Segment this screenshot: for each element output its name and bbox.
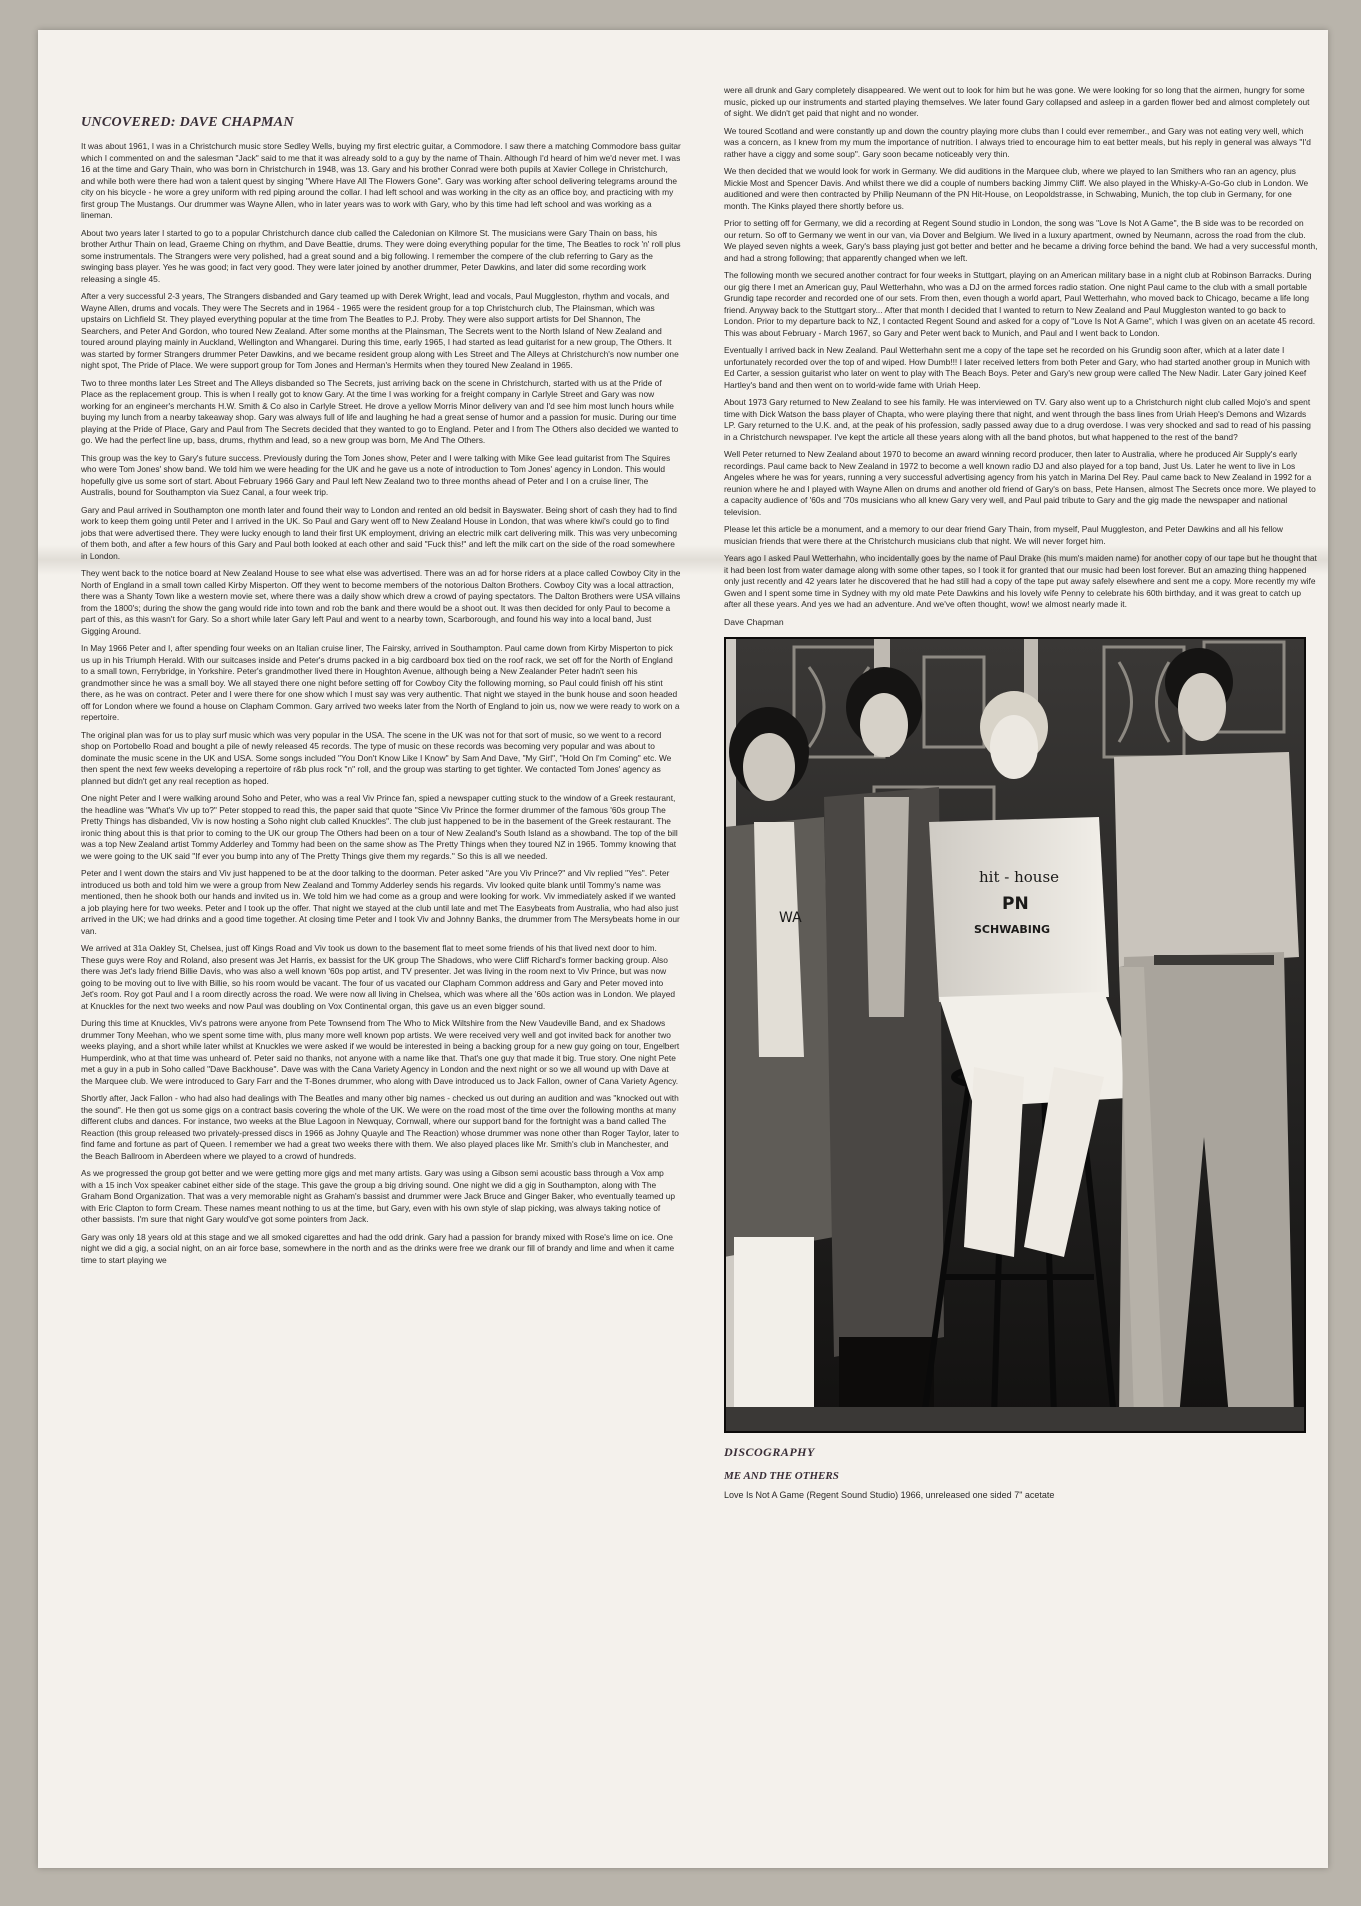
article-paragraph: One night Peter and I were walking around Soho and Peter, who was a real Viv Prince fan, spied a newspaper cutting stuck to the window of a Greek restaurant, the headline was "What's Viv up to?" Peter stopped to read this, the paper said that quote "Since Viv Prince the former drummer of the famous '60s group The Pretty Things has disbanded, Viv is now hosting a Soho night club called Knuckles". The club just happened to be in the basement of the Greek restaurant. The ironic thing about this is that prior to coming to the UK our group The Others had been on a tour of New Zealand's South Island as a showband. The top of the bill was a top New Zealand artist Tommy Adderley and Tommy had been on the same show as The Pretty Things when they toured NZ in 1965. Tommy knowing that we were going to the UK said "If ever you bump into any of The Pretty Things give them my regards." So this is all we needed.	[81, 793, 678, 861]
shirt-lettering-3: SCHWABING	[974, 922, 1051, 936]
article-paragraph: After a very successful 2-3 years, The Strangers disbanded and Gary teamed up with Derek Wright, lead and vocals, Paul Muggleston, rhythm and vocals, and Wayne Allen, drums and vocals. They were The Secrets and in 1964 - 1965 were the resident group for a top Christchurch club, The Plainsman, which was upstairs on Lichfield St. They played everything popular at the time from The Beatles to P.J. Proby. They were also support artists for Del Shannon, The Searchers, and Peter And Gordon, who toured New Zealand. After some months at the Plainsman, The Secrets went to the North Island of New Zealand and toured around playing mainly in Auckland, Wellington and Whangarei. During this time, early 1965, I had started as lead guitarist for a new group, The Others. It was started by former Strangers drummer Peter Dawkins, and we became resident group along with Les Street and The Alleys at Christchurch's now number one night spot, The Pride of Place. We were support group for Tom Jones and Herman's Hermits when they toured New Zealand in 1965.	[81, 291, 679, 370]
article-paragraph: Gary was only 18 years old at this stage and we all smoked cigarettes and had the odd drink. Gary had a passion for brandy mixed with Rose's lime on ice. One night we did a gig, a social night, on an air force base, somewhere in the north and as the drinks were free we drank our fill of brandy and lime and when it came time to start playing we	[81, 1231, 675, 1265]
article-paragraph: The following month we secured another contract for four weeks in Stuttgart, playing on an American military base in a night club at Robinson Barracks. During our gig there I met an American guy, Paul Wetterhahn, who was a DJ on the armed forces radio station. One night Paul came to the club with a small portable Grundig tape recorder and recorded one of our sets. From then, even though a world apart, Paul Wetterhahn, who moved back to Chicago, became a life long friend. Anyway back to the Stuttgart story... After that month I decided that I wanted to return to New Zealand and Paul Muggleston wanted to go back to London. Prior to my departure back to NZ, I contacted Regent Sound and asked for a copy of "Love Is Not A Game", which I was given on an acetate 45 record. This was about February - March 1967, so Gary and Peter went back to Munich, and Paul and I went back to London.	[724, 270, 1316, 338]
article-paragraph: We then decided that we would look for work in Germany. We did auditions in the Marquee club, where we played to Ian Smithers who ran an agency, plus Mickie Most and Spencer Davis. And whilst there we did a couple of numbers backing Jimmy Cliff. We also played in the Whisky-A-Go-Go club in London. We auditioned and were then contracted by Philip Neumann of the PN Hit-House, on Leopoldstrasse, in Schwabing, Munich, the top club in Germany, for one month. The Kinks played there shortly before us.	[724, 166, 1309, 211]
article-paragraph: This group was the key to Gary's future success. Previously during the Tom Jones show, Peter and I were talking with Mike Gee lead guitarist from The Squires who were Tom Jones' show band. We told him we were heading for the UK and he gave us a note of introduction to Tom Jones' agency in London. This would hopefully give us some sort of start. About February 1966 Gary and Paul left New Zealand two to three months ahead of Peter and I on a cruise liner, The Australis, bound for Southampton via Suez Canal, a four week trip.	[81, 452, 671, 497]
article-paragraph: Gary and Paul arrived in Southampton one month later and found their way to London and rented an old bedsit in Bayswater. Being short of cash they had to find work to keep them going until Peter and I arrived in the UK. So Paul and Gary went off to New Zealand House in London, that was where kiwi's could go to find jobs that were advertised there. They were lucky enough to land their first UK employment, driving an electric milk cart delivering milk. This was very unbecoming of them both, and after a few hours of this Gary and Paul both looked at each other and said "Fuck this!" and left the milk cart on the side of the road somewhere in London.	[81, 504, 677, 561]
article-paragraph: Peter and I went down the stairs and Viv just happened to be at the door talking to the doorman. Peter asked "Are you Viv Prince?" and Viv replied "Yes". Peter introduced us both and told him we were a group from New Zealand and Tommy Adderley sends his regards. Viv looked quite blank until Tommy's name was mentioned, then he shook both our hands and invited us in. We told him we had come as a group and were looking for work. Viv immediately asked if we wanted a job playing here for two weeks. Peter and I took up the offer. That night we stayed at the club until late and met The Easybeats from Australia, who had also just arrived in the UK; we had drinks and a good time together. At closing time Peter and I took Viv and Johnny Banks, the drummer from The Mersybeats home in our van.	[81, 868, 680, 936]
discography-entry: Love Is Not A Game (Regent Sound Studio) 1966, unreleased one sided 7" acetate	[724, 1489, 1055, 1500]
article-title: UNCOVERED: DAVE CHAPMAN	[81, 115, 294, 130]
article-paragraph: About two years later I started to go to a popular Christchurch dance club called the Caledonian on Kilmore St. The musicians were Gary Thain on bass, his brother Arthur Thain on lead, Graeme Ching on rhythm, and Dave Beattie, drums. They were doing everything popular for the time, The Beatles to rock 'n' roll plus some instrumentals. The Strangers were very polished, had a great sound and a big following. I remember the compere of the club referring to Gary as the swinging bass player. Yes he was good; in fact very good. They were later joined by another drummer, Peter Dawkins, and later did some recording work releasing a single 45.	[81, 227, 681, 284]
article-paragraph: were all drunk and Gary completely disappeared. We went out to look for him but he was gone. We were looking for so long that the airmen, hungry for some music, picked up our instruments and started playing themselves. We later found Gary collapsed and asleep in a garden flower bed and almost completely out of sight. We didn't get paid that night and no wonder.	[724, 85, 1310, 118]
jacket-lettering: WA	[779, 909, 802, 926]
discography-band-name: ME AND THE OTHERS	[724, 1469, 839, 1482]
article-paragraph: Years ago I asked Paul Wetterhahn, who incidentally goes by the name of Paul Drake (his mum's maiden name) for another copy of our tape but he thought that it had been lost from water damage along with some other tapes, so I took it for granted that our music had been lost forever. But an amazing thing happened only just recently and 42 years later he discovered that he had still had a copy of the tape put away safely elsewhere and sent me a copy. More recently my wife Gwen and I spent some time in Sydney with my old mate Pete Dawkins and his lovely wife Penny to celebrate his 60th birthday, and it was great to catch up after all these years. And yes we had an adventure. And we've often thought, wow! we almost nearly made it.	[724, 553, 1317, 609]
document-sheet	[38, 30, 1328, 1868]
article-paragraph: We toured Scotland and were constantly up and down the country playing more clubs than I could ever remember., and Gary was not eating very well, which was a concern, as I knew from my mum the importance of nutrition. I always tried to encourage him to eat better meals, but his reply in general was always "I'd rather have a ciggy and some soup". Gary soon became noticeably very thin.	[724, 125, 1311, 159]
article-paragraph: As we progressed the group got better and we were getting more gigs and met many artists. Gary was using a Gibson semi acoustic bass through a Vox amp with a 15 inch Vox speaker cabinet either side of the stage. This gave the group a big driving sound. One night we did a gig in Southampton, along with The Graham Bond Organization. That was a very memorable night as Graham's bassist and drummer were Jack Bruce and Ginger Baker, who eventually teamed up with Eric Clapton to form Cream. These names meant nothing to us at the time, but Gary, even with his own style of slap picking, was always taking notice of other bassists. I'm sure that night Gary would've got some pointers from Jack.	[81, 1168, 676, 1224]
band-photo	[724, 637, 1306, 1433]
article-paragraph: About 1973 Gary returned to New Zealand to see his family. He was interviewed on TV. Gary also went up to a Christchurch night club called Mojo's and spent time with Dick Watson the bass player of Chapta, who were playing there that night, and went through the bass lines from Uriah Heep's Demons and Wizards LP. Gary returned to the U.K. and, at the peak of his profession, sadly passed away due to a drug overdose. I was very shocked and sad to read of his passing in a Christchurch newspaper. I've kept the article all these years along with all the band photos, but what happened to the rest of the band?	[724, 397, 1311, 442]
shirt-lettering-1: hit - house	[979, 867, 1060, 886]
article-paragraph: They went back to the notice board at New Zealand House to see what else was advertised. There was an ad for horse riders at a place called Cowboy City in the North of England in a small town called Kirby Misperton. Off they went to become members of the notorious Dalton Brothers. Cowboy City was a local attraction, there was a Shanty Town like a western movie set, where there was a daily show which drew a crowd of paying spectators. The Dalton Brothers were USA villains from the 1800's; during the show the gang would ride into town and rob the bank and there would be a shoot out. It was then decided for only Paul to become a part of this, as this wasn't for Gary. So a short while later Gary left Paul and went to a nearby town, Scarborough, and found his way into a local band, Just Gigging Around.	[81, 568, 681, 636]
shirt-lettering-2: PN	[1002, 893, 1029, 914]
article-paragraph: We arrived at 31a Oakley St, Chelsea, just off Kings Road and Viv took us down to the basement flat to meet some friends of his that lived next door to him. These guys were Roy and Roland, also present was Jet Harris, ex bassist for the UK group The Shadows, who were Cliff Richard's former backing group. Also there was Jet's lady friend Billie Davis, who was also a well known '60s pop artist, and TV presenter. Jet was living in the room next to Viv Prince, but was now going to be moving out to live with Billie, so his room would be vacant. The four of us vacated our Clapham Common address and Gary and Peter moved into Jet's room. Roy got Paul and I a room directly across the road. We were now all living in Chelsea, which was where all the '60s action was in London. We played at Knuckles for the next two weeks and now Paul was doubling on Vox Continental organ, this gave us an even bigger sound.	[81, 943, 676, 1011]
right-column-body	[724, 85, 1318, 611]
article-paragraph: In May 1966 Peter and I, after spending four weeks on an Italian cruise liner, The Fairsky, arrived in Southampton. Paul came down from Kirby Misperton to pick us up in his Triumph Herald. With our suitcases inside and Peter's drums packed in a big cardboard box tied on the roof rack, we set off for the North of England to a small town, Ferrybridge, in Yorkshire. Peter's grandmother lived there in Houghton Avenue, although being a New Zealander Peter hadn't seen his grandmother since he was a small boy. We all stayed there one night before setting off for Cowboy City the following morning, so Paul could finish off his stint there, as he was on contract. Peter and I were there for one show which I must say was very authentic. That night we stayed in the bunk house and soon headed off for London where we found a house on Clapham Common. Gary arrived two weeks later from the North of England to join us, now we were ready to work on a repertoire.	[81, 643, 680, 722]
article-paragraph: The original plan was for us to play surf music which was very popular in the USA. The scene in the UK was not for that sort of music, so we went to a record shop on Portobello Road and bought a pile of newly released 45 records. The type of music on these records was becoming very popular and was about to dominate the music scene in the UK and USA. Some songs included "You Don't Know Like I Know" by Sam And Dave, "My Girl", "Hold On I'm Coming" etc. We then spent the next few weeks developing a repertoire of r&b plus rock "n" roll, and the group was starting to get tighter. We contacted Tom Jones' agency as planned but didn't get any real reception as hoped.	[81, 729, 672, 786]
article-paragraph: Shortly after, Jack Fallon - who had also had dealings with The Beatles and many other big names - checked us out during an audition and was "knocked out with the sound". He then got us some gigs on a contract basis covering the whole of the UK. We were on the road most of the time over the following months at many different clubs and dances. For instance, two weeks at the Blue Lagoon in Newquay, Cornwall, where our support band for the fortnight was a band called The Reaction (this group released two privately-pressed discs in 1966 as Johny Quayle and The Reaction) whose drummer was none other than Roger Taylor, later to find fame and fortune as part of Queen. I remember we had a great two weeks there with them. We also played places like Mr. Smith's club in Manchester, and the Beach Ballroom in Aberdeen where we played to a crowd of hundreds.	[81, 1093, 679, 1161]
article-paragraph: Please let this article be a monument, and a memory to our dear friend Gary Thain, from myself, Paul Muggleston, and Peter Dawkins and all his fellow musician friends that were there at the Christchurch musicians club that night. We will never forget him.	[724, 524, 1283, 546]
article-paragraph: It was about 1961, I was in a Christchurch music store Sedley Wells, buying my first electric guitar, a Commodore. I saw there a matching Commodore bass guitar which I commented on and the salesman "Jack" said to me that it was already sold to a guy by the name of Thain. Although I'd heard of him we'd never met. I was 16 at the time and Gary Thain, who was born in Christchurch in 1948, was 13. Gary and his brother Conrad were both pupils at Xavier College in Christchurch, and while both were there had won a talent quest by singing "Where Have All The Flowers Gone". Gary was working after school delivering telegrams around the city on his bicycle - he wore a grey uniform with red piping around the collar. I had left school and was working in the city as an office boy, and practicing with my first group The Mustangs. Our drummer was Wayne Allen, who in later years was to work with Gary, who by this time had left school and was working as a lineman.	[81, 141, 681, 220]
right-column	[724, 85, 1318, 1500]
article-paragraph: Well Peter returned to New Zealand about 1970 to become an award winning record producer, then later to Australia, where he produced Air Supply's early recordings. Paul came back to New Zealand in 1972 to become a well known radio DJ and also played for a top band, Just Us. Later he went to live in Los Angeles where he was for years, running a very successful advertising agency from his yatch in Marina Del Rey. Paul came back to New Zealand in 1992 for a reunion where he and I played with Wayne Allen on drums and another old friend of Gary's on bass, Pete Hansen, almost The Secrets once more. We played to a capacity audience of '60s and '70s musicians who all knew Gary very well, and Paul paid tribute to Gary and the gig made the newspaper and national television.	[724, 449, 1316, 517]
author-signature: Dave Chapman	[724, 616, 784, 627]
band-photo-image	[724, 637, 1306, 1433]
article-paragraph: During this time at Knuckles, Viv's patrons were anyone from Pete Townsend from The Who to Mick Wiltshire from the New Vaudeville Band, and ex Shadows drummer Tony Meehan, who we spent some time with, plus many more well known pop artists. We were received very well and got invited back for another two weeks playing, and a short while later whilst at Knuckles we were asked if we would be interested in being a backing group for a new guy going on tour, Engelbert Humperdink, who at that time was unheard of. Peter said no thanks, not anyone with a name like that. That's one guy that made it big. True story. One night Pete met a guy in a pub in Soho called "Dave Backhouse". Dave was with the Cana Variety Agency in London and the next night or so we all wound up with Dave at the Marquee club. We were introduced to Gary Farr and the T-Bones drummer, who along with Dave introduced us to Jack Fallon, owner of Cana Variety Agency.	[81, 1018, 680, 1086]
floor	[724, 1407, 1306, 1433]
discography-heading: DISCOGRAPHY	[724, 1444, 815, 1459]
left-column-body	[81, 141, 681, 1266]
article-paragraph: Two to three months later Les Street and The Alleys disbanded so The Secrets, just arriving back on the scene in Christchurch, started with us at the Pride of Place as the replacement group. This is when I really got to know Gary. At the time I was working for a freight company in Carlyle Street and Gary was now working for an engineer's merchants H.W. Smith & Co also in Carlyle Street. He drove a yellow Morris Minor delivery van and I'd see him most lunch hours while buying my lunch from a nearby takeaway shop. Gary was always full of life and laughing he had a great sense of humor and a passion for music. During our time playing at the Pride of Place, Gary and Paul from The Secrets decided that they wanted to go to England. Peter and I from The Others also decided we wanted to go. We had the perfect line up, bass, drums, rhythm and lead, so a new group was born, Me And The Others.	[81, 377, 679, 445]
left-column	[81, 85, 681, 1272]
article-paragraph: Eventually I arrived back in New Zealand. Paul Wetterhahn sent me a copy of the tape set he recorded on his Grundig soon after, which at a later date I unfortunately recorded over the top of and wiped. How Dumb!!! I later received letters from both Peter and Gary, who had started another group in Munich with Ed Carter, a session guitarist who later on went to play with The Beach Boys. Peter and Gary's new group were called The New Nadir. Later Gary joined Keef Hartley's band and then went on to world-wide fame with Uriah Heep.	[724, 345, 1310, 390]
article-paragraph: Prior to setting off for Germany, we did a recording at Regent Sound studio in London, the song was "Love Is Not A Game", the B side was to be recorded on our return. So off to Germany we went in our van, via Dover and Belgium. We lived in a luxury apartment, owned by Neumann, across the road from the club. We played seven nights a week, Gary's bass playing just got better and better and he became a driving force behind the band. We had a very successful month, and had a strong following; that apparently changed when we left.	[724, 218, 1318, 263]
